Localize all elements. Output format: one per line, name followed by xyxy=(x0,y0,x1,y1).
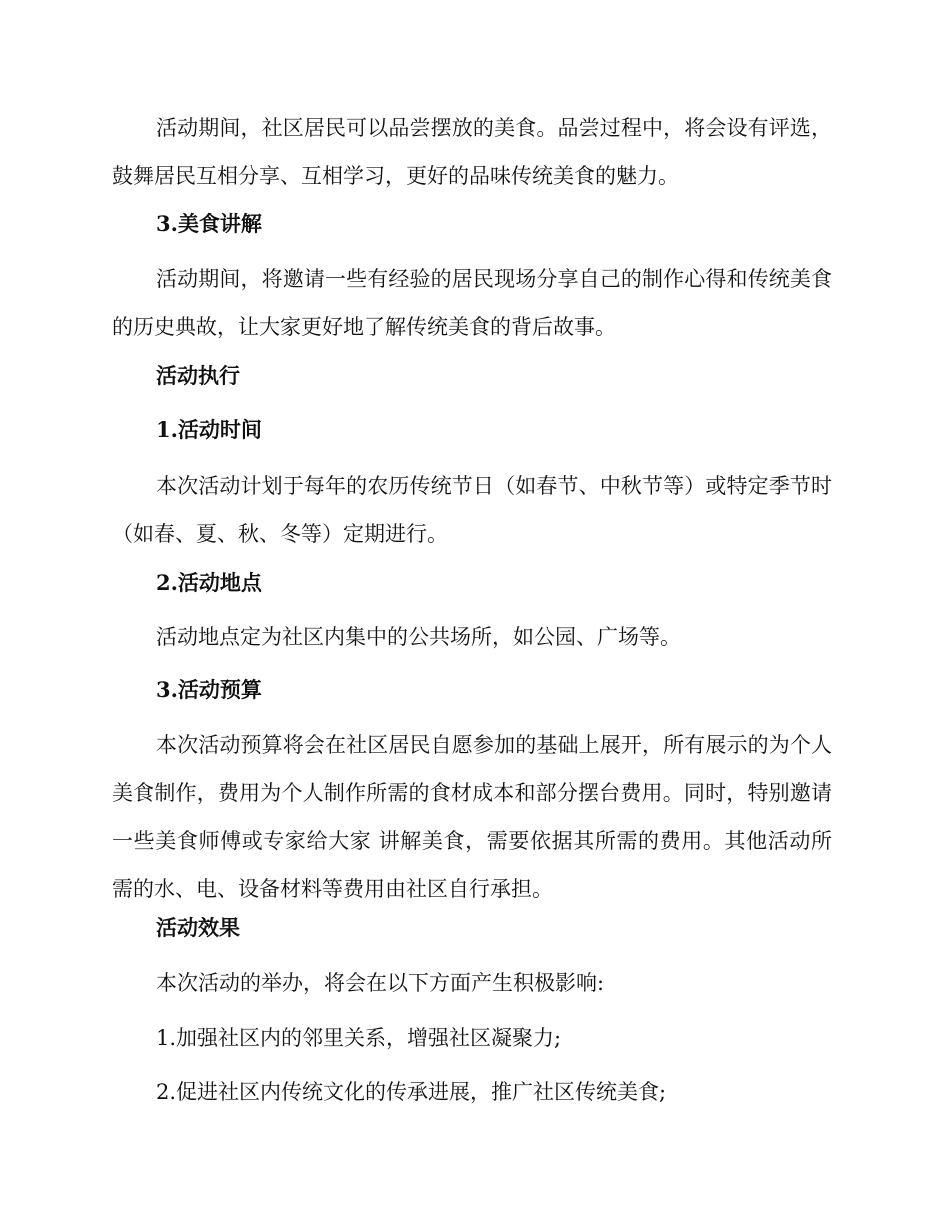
heading-activity-time: 1.活动时间 xyxy=(156,417,262,442)
list-item-tradition: 2.促进社区内传统文化的传承进展，推广社区传统美食; xyxy=(156,1080,667,1104)
paragraph-activity-time: 本次活动计划于每年的农历传统节日（如春节、中秋节等）或特定季节时（如春、夏、秋、冬等）定期进行。 xyxy=(112,474,832,546)
paragraph-activity-place: 活动地点定为社区内集中的公共场所，如公园、广场等。 xyxy=(156,625,681,649)
heading-activity-place: 2.活动地点 xyxy=(156,570,262,595)
heading-activity-effect: 活动效果 xyxy=(156,915,240,940)
paragraph-tasting-activity: 活动期间，社区居民可以品尝摆放的美食。品尝过程中，将会设有评选，鼓舞居民互相分享、互相学习，更好的品味传统美食的魅力。 xyxy=(112,116,832,188)
paragraph-food-explanation: 活动期间，将邀请一些有经验的居民现场分享自己的制作心得和传统美食的历史典故，让大家更好地了解传统美食的背后故事。 xyxy=(112,267,832,339)
heading-activity-execution: 活动执行 xyxy=(156,363,240,388)
list-item-neighborhood: 1.加强社区内的邻里关系，增强社区凝聚力; xyxy=(156,1026,562,1050)
heading-food-explanation: 3.美食讲解 xyxy=(156,211,262,236)
heading-activity-budget: 3.活动预算 xyxy=(156,677,262,702)
paragraph-activity-effect: 本次活动的举办，将会在以下方面产生积极影响: xyxy=(156,971,605,995)
paragraph-activity-budget: 本次活动预算将会在社区居民自愿参加的基础上展开，所有展示的为个人美食制作，费用为个人制作所需的食材成本和部分摆台费用。同时，特别邀请一些美食师傅或专家给大家 讲解美食，需要依据其所需的费用。其他活动所需的水、电、设备材料等费用由社区自行承担。 xyxy=(112,733,832,901)
